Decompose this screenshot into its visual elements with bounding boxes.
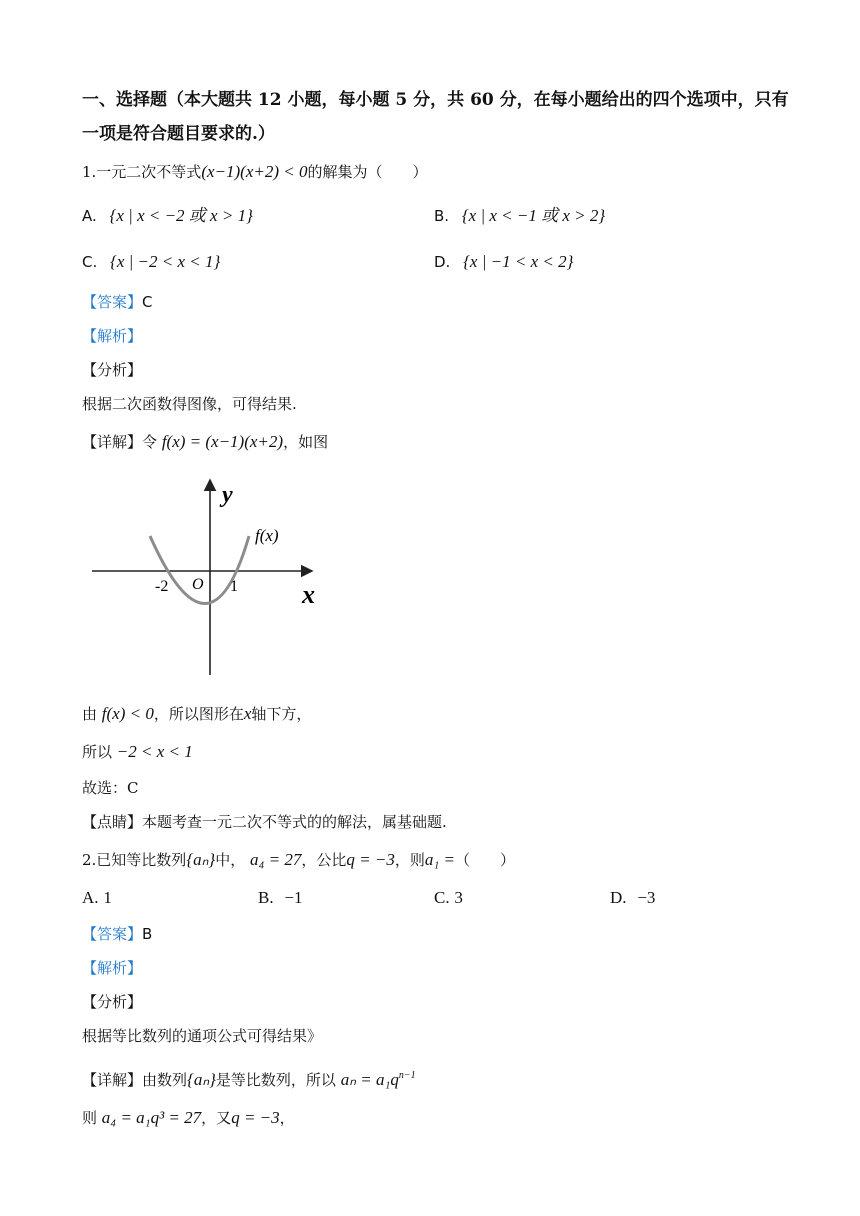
q2-stem-mid1: 中， (215, 851, 246, 869)
q2-option-b-value: −1 (284, 888, 303, 907)
q1-line-so-math: −2 < x < 1 (116, 742, 193, 761)
q1-option-d-label: D. (434, 253, 451, 271)
q1-answer-value: C (142, 293, 153, 311)
q2-option-d-value: −3 (637, 888, 656, 907)
q2-last-line (82, 1108, 295, 1128)
q2-option-c (434, 888, 463, 908)
q1-line-by-math: f(x) < 0 (101, 704, 154, 723)
q2-option-a-value: 1 (103, 888, 112, 907)
q1-detail-prefix: 令 (142, 433, 158, 451)
q1-option-a-text: {x | x < −2 或 x > 1} (109, 206, 253, 225)
tick-label-1: 1 (230, 578, 238, 595)
q1-option-d-text: {x | −1 < x < 2} (463, 252, 574, 271)
q1-option-a-label: A. (82, 207, 97, 225)
q2-option-a-label: A. (82, 888, 99, 907)
q1-fenxi-tag: 【分析】 (82, 361, 143, 379)
q2-option-b (258, 888, 302, 908)
q2-last-suffix: ， (279, 1109, 295, 1127)
q1-function-graph (82, 470, 342, 685)
q1-line-by-suffix: 轴下方， (251, 705, 312, 723)
q1-line-so (82, 742, 193, 762)
q2-detail-formula: aₙ = a₁q (340, 1070, 399, 1089)
section-heading-line1: 一、选择题（本大题共 12 小题，每小题 5 分，共 60 分，在每小题给出的四个选项中，只有 (82, 90, 789, 110)
q1-choose: 故选：C (82, 779, 139, 797)
x-axis-label: x (302, 580, 315, 609)
q1-option-a (82, 206, 253, 226)
q2-a1: a₁ = (424, 850, 455, 869)
q2-detail-prefix: 由数列 (142, 1071, 188, 1089)
tick-label-neg2: -2 (155, 578, 169, 595)
q1-stem-math: (x−1)(x+2) < 0 (201, 162, 308, 181)
q2-answer-value: B (142, 925, 153, 943)
q2-stem-suffix: （ ） (455, 851, 516, 869)
q2-last-mid: ，又 (201, 1109, 232, 1127)
q2-option-d (610, 888, 655, 908)
q1-fenxi-text: 根据二次函数得图像，可得结果. (82, 395, 297, 413)
q1-stem-prefix: 1.一元二次不等式 (82, 163, 202, 181)
q2-option-c-value: 3 (454, 888, 463, 907)
q2-option-d-label: D. (610, 888, 627, 907)
curve-label: f(x) (255, 526, 279, 545)
q2-stem (82, 850, 515, 870)
y-axis-label: y (222, 482, 233, 508)
q2-analysis-tag: 【解析】 (82, 959, 143, 977)
q1-answer-tag: 【答案】 (82, 293, 143, 311)
q2-detail-tag: 【详解】 (82, 1071, 143, 1089)
q1-option-b (434, 206, 605, 226)
q1-stem-suffix: 的解集为（ ） (307, 163, 428, 181)
q1-stem (82, 162, 427, 182)
q2-stem-prefix: 2.已知等比数列 (82, 851, 187, 869)
q1-line-by (82, 704, 311, 724)
q2-detail-formula-exponent: n−1 (398, 1070, 416, 1081)
q1-detail-tag: 【详解】 (82, 433, 143, 451)
q1-line-by-x: x (243, 704, 252, 723)
q1-option-c (82, 252, 220, 272)
section-heading-line2: 一项是符合题目要求的.） (82, 124, 275, 144)
q2-last-q: q = −3 (231, 1108, 280, 1127)
q1-option-d (434, 252, 573, 272)
q1-dianjing: 【点睛】本题考查一元二次不等式的的解法，属基础题. (82, 813, 447, 831)
q1-line-by-mid: ，所以图形在 (153, 705, 244, 723)
q2-fenxi-tag: 【分析】 (82, 993, 143, 1011)
q2-answer-tag: 【答案】 (82, 925, 143, 943)
q2-seq: {aₙ} (186, 850, 216, 869)
q2-detail (82, 1066, 416, 1090)
q2-option-c-label: C. (434, 888, 450, 907)
q2-q: q = −3 (346, 850, 395, 869)
q2-a4: a₄ = 27 (249, 850, 302, 869)
q1-answer (82, 292, 153, 312)
q2-stem-mid2: ，公比 (301, 851, 347, 869)
q1-option-c-label: C. (82, 253, 98, 271)
origin-label: O (192, 576, 204, 593)
q2-last-formula: a₄ = a₁q³ = 27 (101, 1108, 202, 1127)
q2-last-prefix: 则 (82, 1109, 98, 1127)
q1-detail-math: f(x) = (x−1)(x+2) (161, 432, 284, 451)
q2-option-b-label: B. (258, 888, 274, 907)
q1-analysis-tag: 【解析】 (82, 327, 143, 345)
q1-option-b-text: {x | x < −1 或 x > 2} (461, 206, 606, 225)
q2-option-a (82, 888, 112, 908)
q1-detail (82, 432, 328, 452)
q2-stem-mid3: ，则 (394, 851, 425, 869)
q1-detail-suffix: ，如图 (283, 433, 329, 451)
q2-detail-mid: 是等比数列，所以 (215, 1071, 336, 1089)
q1-line-so-prefix: 所以 (82, 743, 113, 761)
q1-line-by-prefix: 由 (82, 705, 98, 723)
q1-option-b-label: B. (434, 207, 450, 225)
q2-fenxi-text: 根据等比数列的通项公式可得结果》 (82, 1027, 323, 1045)
q2-answer (82, 924, 152, 944)
q2-detail-seq: {aₙ} (187, 1070, 216, 1089)
q1-option-c-text: {x | −2 < x < 1} (110, 252, 221, 271)
